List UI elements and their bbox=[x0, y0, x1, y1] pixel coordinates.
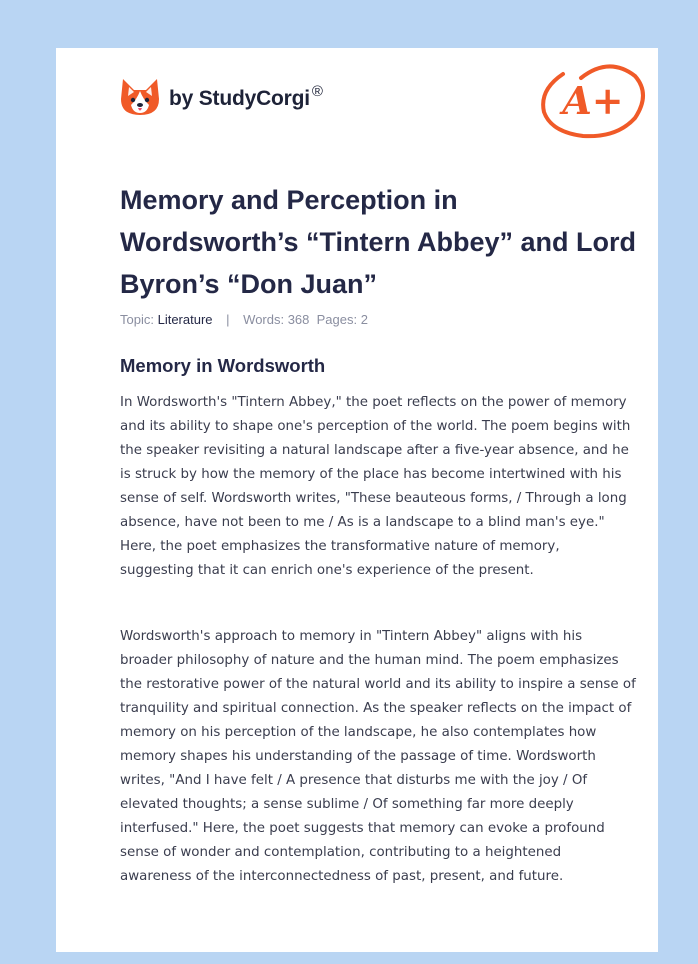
body-paragraph: In Wordsworth's "Tintern Abbey," the poet reflects on the power of memory and its ability to shape one's perception of the world. The poem begins with the speaker revisiting a natural landscape after a five-year absence, and he is struck by how the memory of the place has become intertwined with his sense of self. Wordsworth writes, "These beauteous forms, / Through a long absence, have not been to me / As is a landscape to a blind man's eye." Here, the poet emphasizes the transformative nature of memory, suggesting that it can enrich one's experience of the present. bbox=[120, 395, 631, 578]
word-count: Words: 368 bbox=[243, 312, 310, 327]
grade-text: A+ bbox=[562, 78, 624, 123]
body-paragraph: Wordsworth's approach to memory in "Tintern Abbey" aligns with his broader philosophy of nature and the human mind. The poem emphasizes the restorative power of the natural world and its ability to inspire a sense of tranquility and spiritual connection. As the speaker reflects on the impact of memory on his perception of the landscape, he also contemplates how memory shapes his understanding of the passage of time. Wordsworth writes, "And I have felt / A presence that disturbs me with the joy / Of elevated thoughts; a sense sublime / Of something far more deeply interfused." Here, the poet suggests that memory can evoke a profound sense of wonder and contemplation, contributing to a heightened awareness of the interconnectedness of past, present, and future. bbox=[120, 629, 636, 884]
studycorgi-logo[interactable] bbox=[120, 77, 323, 117]
page-count: Pages: 2 bbox=[316, 312, 368, 327]
meta-separator: | bbox=[226, 312, 230, 327]
brand-name: by StudyCorgi ® bbox=[169, 83, 323, 110]
document-page bbox=[56, 48, 658, 952]
section-heading: Memory in Wordsworth bbox=[120, 355, 326, 376]
corgi-icon bbox=[120, 77, 160, 117]
page-title: Memory and Perception in Wordsworth’s “Tintern Abbey” and Lord Byron’s “Don Juan” bbox=[120, 185, 637, 299]
essay-meta bbox=[120, 312, 368, 327]
topic-label: Topic: bbox=[120, 312, 154, 327]
a-plus-grade-icon bbox=[539, 60, 649, 146]
topic-link[interactable]: Literature bbox=[157, 312, 213, 327]
